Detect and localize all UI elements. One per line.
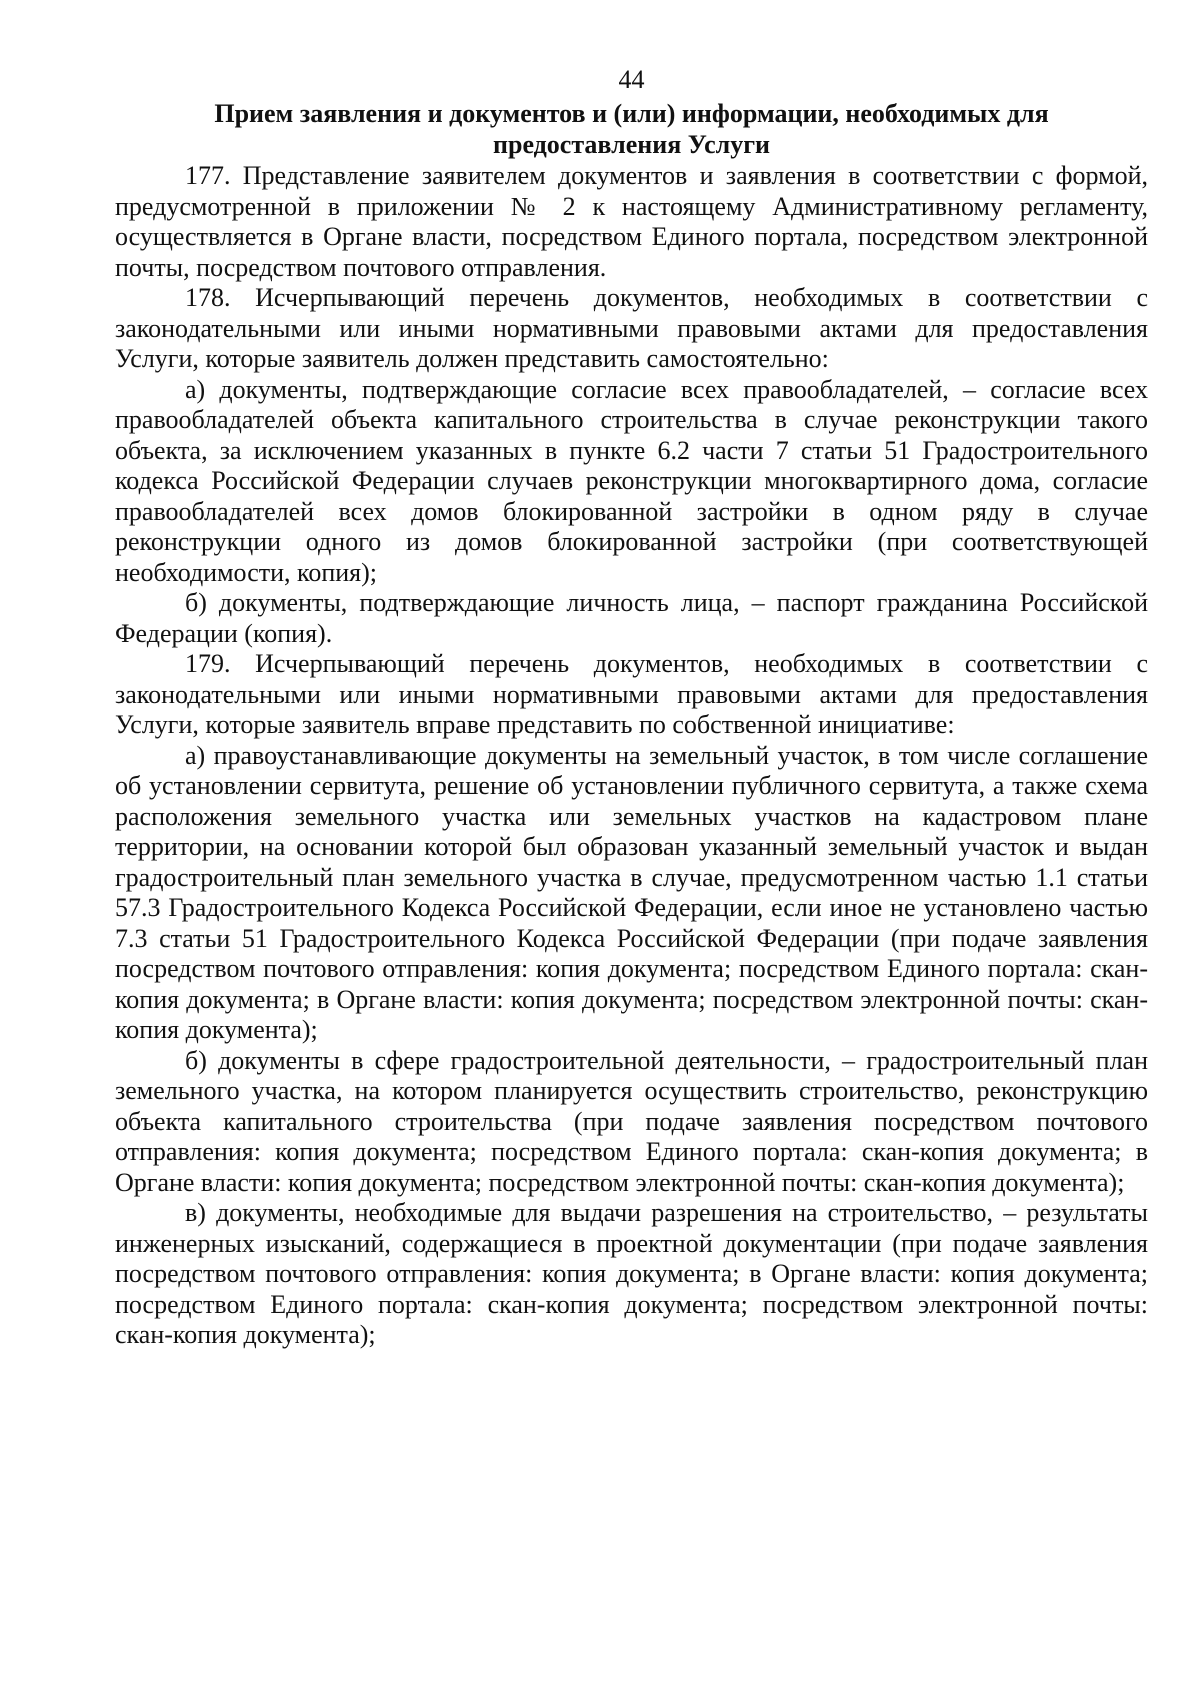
paragraph-179-a: а) правоустанавливающие документы на земельный участок, в том числе соглашение об установлении сервитута, решение об установлении публичного сервитута, а также схема расположения земельного участка или земельных участков на кадастровом плане территории, на основании которой был образован указанный земельный участок и выдан градостроительный план земельного участка в случае, предусмотренном частью 1.1 статьи 57.3 Градостроительного Кодекса Российской Федерации, если иное не установлено частью 7.3 статьи 51 Градостроительного Кодекса Российской Федерации (при подаче заявления посредством почтового отправления: копия документа; посредством Единого портала: скан-копия документа; в Органе власти: копия документа; посредством электронной почты: скан-копия документа); xyxy=(115,740,1148,1044)
page-number: 44 xyxy=(618,65,645,94)
paragraph-179-b: б) документы в сфере градостроительной деятельности, – градостроительный план земельного участка, на котором планируется осуществить строительство, реконструкцию объекта капитального строительства (при подаче заявления посредством почтового отправления: копия документа; посредством Единого портала: скан-копия документа; в Органе власти: копия документа; посредством электронной почты: скан-копия документа); xyxy=(115,1045,1148,1197)
paragraph-177: 177. Представление заявителем документов и заявления в соответствии с формой, предусмотренной в приложении № 2 к настоящему Административному регламенту, осуществляется в Органе власти, посредством Единого портала, посредством электронной почты, посредством почтового отправления. xyxy=(115,161,1148,282)
paragraph-179: 179. Исчерпывающий перечень документов, необходимых в соответствии с законодательными или иными нормативными правовыми актами для предоставления Услуги, которые заявитель вправе представить по собственной инициативе: xyxy=(115,649,1148,739)
paragraph-178: 178. Исчерпывающий перечень документов, необходимых в соответствии с законодательными или иными нормативными правовыми актами для предоставления Услуги, которые заявитель должен представить самостоятельно: xyxy=(115,283,1148,373)
paragraph-178-a: а) документы, подтверждающие согласие всех правообладателей, – согласие всех правообладателей объекта капитального строительства в случае реконструкции такого объекта, за исключением указанных в пункте 6.2 части 7 статьи 51 Градостроительного кодекса Российской Федерации случаев реконструкции многоквартирного дома, согласие правообладателей всех домов блокированной застройки в одном ряду в случае реконструкции одного из домов блокированной застройки (при соответствующей необходимости, копия); xyxy=(115,374,1148,587)
document-page xyxy=(115,62,1148,1351)
paragraph-178-b: б) документы, подтверждающие личность лица, – паспорт гражданина Российской Федерации (копия). xyxy=(115,588,1148,648)
section-title: Прием заявления и документов и (или) информации, необходимых для предоставления Услуги xyxy=(214,99,1049,159)
paragraph-179-v: в) документы, необходимые для выдачи разрешения на строительство, – результаты инженерных изысканий, содержащиеся в проектной документации (при подаче заявления посредством почтового отправления: копия документа; в Органе власти: копия документа; посредством Единого портала: скан-копия документа; посредством электронной почты: скан-копия документа); xyxy=(115,1198,1148,1349)
